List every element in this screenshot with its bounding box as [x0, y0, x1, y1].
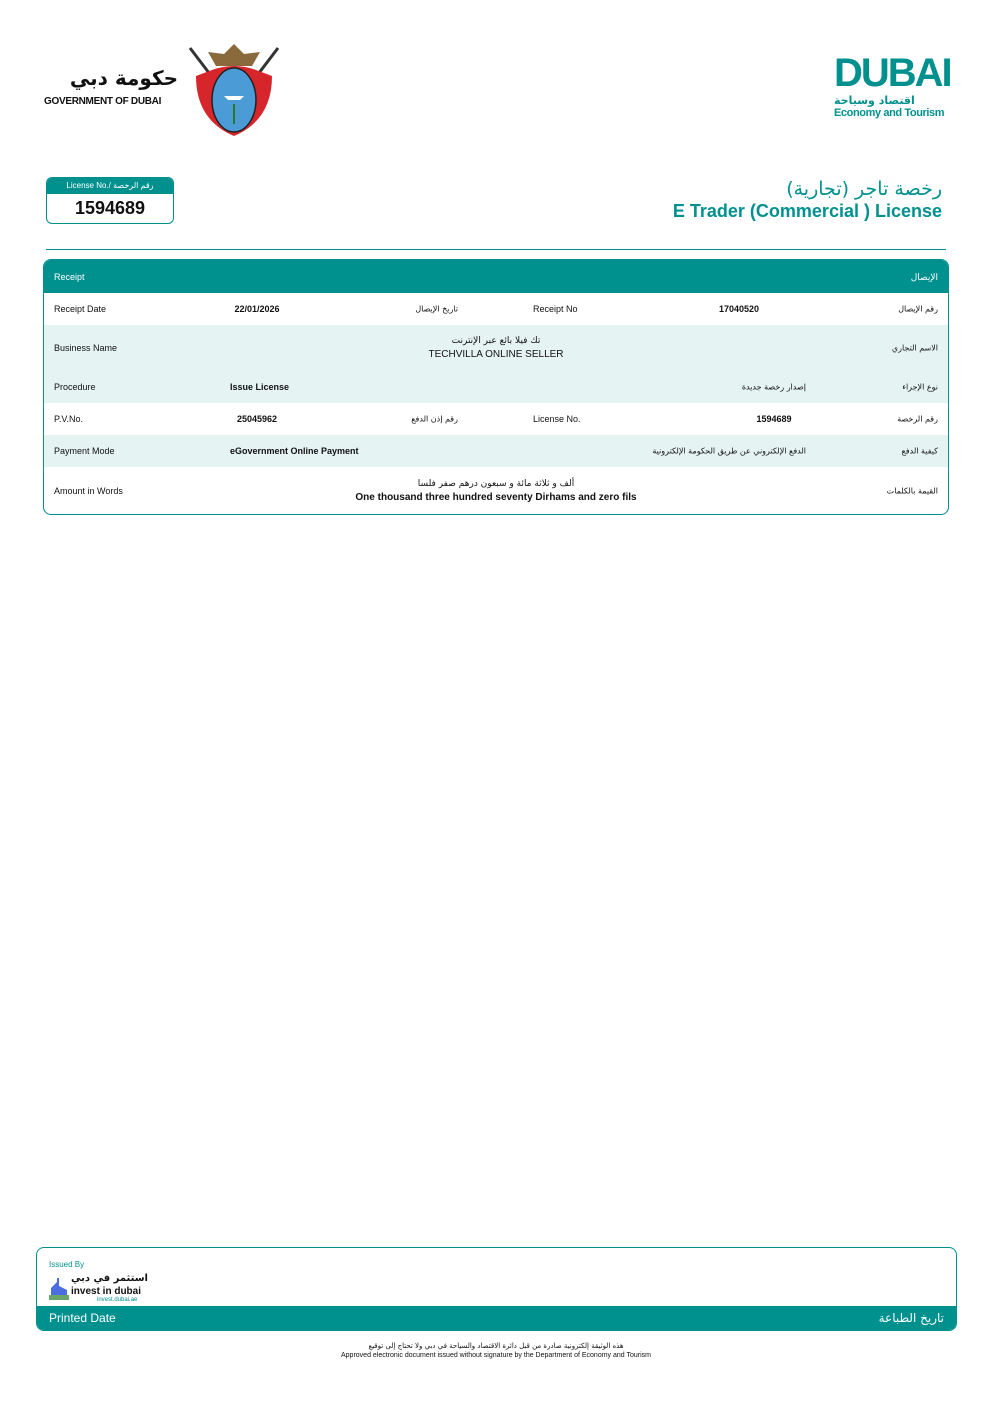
dubai-emblem-icon [186, 40, 282, 138]
receipt-date-label: Receipt Date [54, 304, 107, 314]
license-number-box [46, 177, 174, 224]
license-no-label: License No. [533, 414, 581, 424]
printed-date-bar [37, 1306, 956, 1330]
receipt-no-label-ar: رقم الإيصال [898, 304, 938, 314]
business-name-label: Business Name [54, 343, 118, 353]
business-name-value [44, 335, 948, 361]
procedure-value: Issue License [230, 382, 290, 392]
license-box-label: License No./ رقم الرخصة [47, 178, 173, 194]
amount-words-en: One thousand three hundred seventy Dirhams and zero fils [355, 492, 637, 503]
pv-no-value: 25045962 [236, 414, 278, 424]
procedure-label: Procedure [54, 382, 96, 392]
receipt-header [44, 260, 948, 293]
invest-logo-ar: استثمر في دبي [71, 1273, 148, 1284]
page-title-arabic: رخصة تاجر (تجارية) [786, 178, 942, 200]
license-box-number: 1594689 [74, 198, 146, 218]
receipt-header-ar: الإيصال [910, 272, 938, 282]
disclaimer-en: Approved electronic document issued without signature by the Department of Economy and Tourism [341, 1352, 651, 1359]
gov-logo-arabic: حكومة دبي [69, 66, 178, 90]
receipt-date-label-ar: تاريخ الإيصال [415, 304, 458, 314]
amount-words-label-ar: القيمة بالكلمات [886, 486, 938, 496]
pv-no-label: P.V.No. [54, 414, 84, 424]
invest-logo-icon [49, 1278, 69, 1300]
issued-by-label: Issued By [49, 1260, 85, 1269]
page-title: E Trader (Commercial ) License [672, 201, 942, 221]
det-logo-arabic: اقتصاد وسياحة [834, 94, 915, 107]
payment-mode-label-ar: كيفية الدفع [901, 446, 938, 456]
printed-date-label: Printed Date [49, 1311, 116, 1325]
amount-words-ar: ألف و ثلاثة مائة و سبعون درهم صفر فلسا [417, 479, 575, 489]
payment-mode-value-ar: الدفع الإلكتروني عن طريق الحكومة الإلكترونية [652, 446, 806, 456]
receipt-no-label: Receipt No [533, 304, 578, 314]
invest-logo-en: invest in dubai [71, 1286, 142, 1297]
table-row [44, 467, 948, 515]
receipt-header-en: Receipt [54, 272, 85, 282]
det-logo-english: Economy and Tourism [834, 107, 945, 119]
business-name-en: TECHVILLA ONLINE SELLER [428, 349, 564, 360]
table-row [44, 325, 948, 371]
det-logo [834, 51, 951, 119]
table-row [44, 371, 948, 403]
business-name-label-ar: الاسم التجاري [891, 343, 938, 353]
procedure-label-ar: نوع الإجراء [902, 382, 938, 392]
payment-mode-value: eGovernment Online Payment [230, 446, 359, 456]
footer-box [36, 1247, 957, 1331]
disclaimer [0, 1342, 992, 1360]
gov-logo-english: GOVERNMENT OF DUBAI [44, 96, 162, 107]
license-no-label-ar: رقم الرخصة [897, 414, 938, 424]
amount-words-label: Amount in Words [54, 486, 123, 496]
det-logo-wordmark: DUBAI [834, 51, 951, 95]
license-no-value: 1594689 [756, 414, 792, 424]
divider [46, 249, 946, 250]
procedure-value-ar: إصدار رخصة جديدة [741, 382, 806, 392]
table-row [44, 435, 948, 467]
invest-in-dubai-logo [49, 1272, 159, 1304]
receipt-table [43, 259, 949, 515]
amount-words-value [44, 478, 948, 504]
table-row [44, 293, 948, 325]
receipt-no-value: 17040520 [718, 304, 760, 314]
printed-date-label-ar: تاريخ الطباعة [878, 1311, 944, 1325]
payment-mode-label: Payment Mode [54, 446, 115, 456]
invest-logo-url: invest.dubai.ae [97, 1297, 138, 1303]
business-name-ar: تك فيلا بائع عبر الإنترنت [451, 336, 541, 346]
receipt-date-value: 22/01/2026 [234, 304, 280, 314]
disclaimer-ar: هذه الوثيقة إلكترونية صادرة من قبل دائرة الاقتصاد والسياحة في دبي ولا تحتاج إلى توقيع [368, 1342, 624, 1350]
table-row [44, 403, 948, 435]
pv-no-label-ar: رقم إذن الدفع [411, 414, 458, 424]
